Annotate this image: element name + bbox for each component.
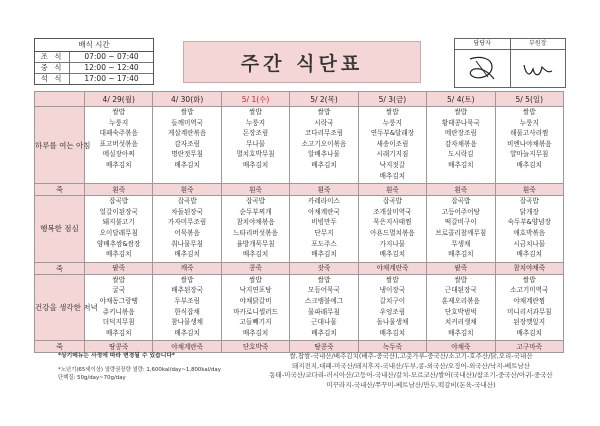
- approval-right-label: 부원장: [529, 40, 547, 47]
- porridge-item: 단호박죽: [221, 341, 289, 353]
- menu-item: 낙지연포탕: [239, 286, 272, 295]
- meal-time-title: 배식 시간: [35, 39, 153, 52]
- meal-time-label: 조 식: [35, 52, 70, 62]
- date-header: 5/ 3(금): [358, 92, 426, 107]
- day-menu-cell: [221, 274, 289, 341]
- menu-item: 가자미무조림: [168, 218, 207, 227]
- menu-item: 쌀밥: [522, 108, 536, 116]
- porridge-item: 땅콩죽: [85, 341, 153, 353]
- notes-left: [58, 352, 258, 382]
- menu-item: 멸치호박무침: [236, 150, 275, 159]
- menu-item: 참치야채볶음: [236, 218, 275, 227]
- day-menu-cell: [85, 107, 153, 184]
- menu-item: 조개살미역국: [373, 207, 412, 216]
- menu-item: 한식잡채: [174, 307, 200, 316]
- menu-item: 닭개장: [519, 207, 539, 216]
- day-menu-cell: [427, 196, 495, 263]
- porridge-item: 흰죽: [221, 184, 289, 196]
- menu-item: 단무지: [314, 228, 334, 237]
- date-header: 4/ 29(월): [85, 92, 153, 107]
- menu-item: 된장깻잎지: [513, 318, 546, 327]
- day-menu-cell: [153, 274, 221, 341]
- menu-item: 쌀밥: [180, 275, 194, 284]
- menu-item: 배추김치: [174, 328, 200, 337]
- menu-item: 메실장아찌: [102, 150, 135, 159]
- menu-item: 스크램블에그: [304, 296, 344, 305]
- porridge-item: 야채계란죽: [153, 341, 221, 353]
- signature-right: [511, 50, 566, 87]
- day-menu-cell: [495, 274, 563, 341]
- menu-item: 배추김치: [448, 160, 474, 169]
- menu-item: 잡곡밥: [519, 197, 539, 206]
- menu-item: 얄마늘지무침: [510, 150, 549, 159]
- menu-item: 표고버섯볶음: [99, 139, 138, 148]
- menu-item: 쌀밥: [249, 275, 262, 284]
- porridge-item: 참치야채죽: [495, 262, 563, 274]
- menu-item: 명란젓무침: [171, 150, 204, 159]
- menu-item: 황태콩나묵국: [441, 118, 480, 127]
- menu-item: 야채닭갈비: [239, 296, 272, 305]
- menu-item: 배추김치: [311, 328, 337, 337]
- porridge-item: 흰죽: [290, 184, 358, 196]
- menu-item: 취나물무침: [171, 239, 204, 248]
- menu-item: 배추김치: [516, 328, 542, 337]
- menu-item: 비빔만두: [311, 218, 337, 227]
- menu-item: 더덕지무침: [102, 318, 135, 327]
- day-menu-cell: [358, 107, 426, 184]
- meal-section-row: [35, 274, 564, 341]
- meal-time-row-breakfast: [35, 52, 153, 63]
- porridge-label: 죽: [35, 341, 85, 353]
- menu-item: 알배추나물: [308, 150, 340, 159]
- menu-item: 모듬어묵국: [308, 286, 340, 295]
- menu-item: 누룽지: [246, 118, 266, 127]
- menu-item: 시금치나물: [513, 239, 546, 248]
- menu-item: 감자채볶음: [444, 139, 477, 148]
- menu-item: 배추김치: [242, 160, 269, 169]
- menu-item: 묵은지사태찜: [373, 218, 412, 227]
- porridge-item: 흰죽: [85, 184, 153, 196]
- menu-item: 쌀밥: [454, 108, 468, 116]
- day-menu-cell: [153, 107, 221, 184]
- menu-item: 배추김치: [516, 160, 542, 169]
- menu-item: 메란장조림: [444, 129, 477, 138]
- menu-item: 배추김치: [448, 328, 474, 337]
- origin-notes: [246, 352, 576, 390]
- meal-time-row-lunch: [35, 63, 153, 74]
- menu-item: 비엔나야채볶음: [506, 139, 552, 148]
- menu-item: 배추김치: [105, 160, 132, 169]
- meal-time-value: 07:00 ~ 07:40: [84, 51, 139, 61]
- porridge-item: 야채죽: [427, 341, 495, 353]
- menu-item: 배추김치: [448, 250, 474, 259]
- menu-item: 배추김치: [516, 250, 542, 259]
- menu-item: 차돌된장국: [171, 207, 204, 216]
- menu-item: 배추김치: [242, 328, 269, 337]
- menu-item: 배추김치: [174, 250, 200, 259]
- meal-section-label: 하루를 여는 아침: [35, 107, 85, 184]
- menu-item: 쌀밥: [317, 108, 331, 116]
- menu-item: 근대나물: [311, 318, 337, 327]
- menu-item: 코다리무조림: [304, 129, 344, 138]
- menu-item: 고들빼기지: [239, 318, 272, 327]
- menu-item: 포도주스: [311, 239, 337, 248]
- menu-item: 양배추쌈&쌈장: [97, 239, 141, 248]
- menu-item: 잡곡밥: [382, 197, 402, 206]
- menu-item: 쌀밥: [249, 108, 262, 116]
- porridge-row: [35, 184, 564, 196]
- menu-item: 연두부&달래장: [370, 129, 415, 138]
- menu-item: 무나물: [246, 139, 266, 148]
- porridge-item: 팥죽: [427, 262, 495, 274]
- approval-left-label: 담당자: [455, 39, 511, 49]
- day-menu-cell: [290, 196, 358, 263]
- approval-box: [454, 38, 566, 88]
- menu-item: 누룽지: [109, 118, 129, 127]
- menu-item: 굴국: [112, 286, 126, 295]
- menu-item: 누룽지: [382, 118, 402, 127]
- porridge-item: 땅콩죽: [290, 341, 358, 353]
- menu-item: 잡곡밥: [246, 197, 266, 206]
- menu-item: 배추된장국: [171, 286, 204, 295]
- menu-item: 우엉조림: [379, 307, 406, 316]
- menu-item: 야채계란찜: [513, 296, 546, 305]
- menu-item: 얼갈이된장국: [99, 207, 138, 216]
- porridge-item: 흰죽: [358, 184, 426, 196]
- porridge-item: 흰죽: [427, 184, 495, 196]
- meal-time-table: [34, 38, 154, 85]
- menu-item: 돈장조림: [242, 129, 269, 138]
- calorie-note: *노년기(65세이상) 열량권장량 열량: 1,600kal/day~1,800kal/day: [58, 367, 221, 373]
- menu-item: 냉이장국: [379, 286, 406, 295]
- menu-item: 쌀밥: [317, 275, 331, 284]
- menu-item: 쥬키니볶음: [102, 307, 135, 316]
- menu-item: 해물고사리찜: [510, 129, 549, 138]
- menu-item: 쌀밥: [112, 275, 126, 284]
- day-menu-cell: [495, 196, 563, 263]
- porridge-label: 죽: [35, 262, 85, 274]
- menu-item: 배추김치: [379, 171, 406, 180]
- origin-line: 돼지전지,대패-미국산/돼지후지-국내산/두부,콩-외국산/오징어-외국산/낙지-베트남산: [291, 361, 531, 370]
- day-menu-cell: [427, 107, 495, 184]
- menu-item: 소고기오이볶음: [301, 139, 347, 148]
- day-menu-cell: [358, 196, 426, 263]
- day-menu-cell: [290, 107, 358, 184]
- meal-section-row: [35, 196, 564, 263]
- day-menu-cell: [221, 107, 289, 184]
- date-header: 5/ 2(목): [290, 92, 358, 107]
- menu-item: 가지나물: [379, 239, 406, 248]
- origin-line: 미꾸라지-국내산/쭈꾸미-베트남산/만두,떡갈비(돈육-국내산): [326, 380, 496, 389]
- meal-time-value: 17:00 ~ 17:40: [84, 73, 139, 83]
- menu-item: 애호박볶음: [513, 228, 546, 237]
- menu-item: 물파래무침: [308, 307, 340, 316]
- menu-item: 카레라이스: [308, 197, 340, 206]
- menu-item: 아채계란국: [308, 207, 340, 216]
- date-header: 5/ 1(수): [221, 92, 289, 107]
- porridge-item: 흰죽: [495, 184, 563, 196]
- menu-item: 순두부찌개: [239, 207, 272, 216]
- menu-item: 고등어주어탕: [441, 207, 480, 216]
- menu-item: 참나물생채: [171, 318, 204, 327]
- date-header-row: [35, 92, 564, 107]
- meal-time-label: 중 식: [35, 63, 70, 73]
- menu-item: 게살계란볶음: [168, 129, 207, 138]
- menu-item: 마카로니샐러드: [233, 307, 278, 316]
- menu-item: 잡곡밥: [109, 197, 129, 206]
- menu-item: 배추김치: [242, 250, 269, 259]
- menu-item: 율방개묵무침: [236, 239, 275, 248]
- signature-right-icon: [518, 53, 558, 85]
- menu-item: 배추김치: [105, 250, 132, 259]
- porridge-row: [35, 262, 564, 274]
- menu-item: 단호박범벅: [444, 307, 477, 316]
- menu-item: 배추김치: [379, 250, 406, 259]
- page-title: 주간 식단표: [183, 41, 421, 83]
- signature-left-icon: [462, 53, 502, 85]
- menu-item: 소고기미역국: [510, 286, 549, 295]
- menu-item: 어묵볶음: [174, 228, 200, 237]
- menu-item: 숙두부&양념장: [507, 218, 551, 227]
- porridge-item: 녹두죽: [358, 341, 426, 353]
- protein-note: 단백질: 50g/day~70g/day: [58, 375, 126, 381]
- menu-item: 근대된장국: [444, 286, 477, 295]
- day-menu-cell: [290, 274, 358, 341]
- menu-item: 새송이조림: [376, 139, 409, 148]
- menu-item: 낙지젓갈: [379, 160, 406, 169]
- menu-item: 배추김치: [311, 250, 337, 259]
- menu-item: 쌀밥: [112, 108, 126, 116]
- meal-time-value: 12:00 ~ 12:40: [84, 62, 139, 72]
- menu-item: 갈치구이: [379, 296, 406, 305]
- porridge-item: 팥죽: [85, 262, 153, 274]
- meal-section-label: 건강을 생각한 저녁: [35, 274, 85, 341]
- meal-section-label: 행복한 점심: [35, 196, 85, 263]
- menu-item: 아욘드멸치볶음: [370, 228, 415, 237]
- day-menu-cell: [358, 274, 426, 341]
- menu-item: 브로콜리참깨무침: [435, 228, 487, 237]
- menu-item: 시락국: [314, 118, 334, 127]
- date-header: 4/ 30(화): [153, 92, 221, 107]
- menu-item: 야채동그랑땡: [99, 296, 138, 305]
- menu-item: 훈제오리볶음: [441, 296, 480, 305]
- menu-item: 오이달래무침: [99, 228, 138, 237]
- menu-item: 돌나물생채: [376, 318, 409, 327]
- origin-line: 쌀,찹쌀-국내산/배추김치(배추-중국산),고춧가루-중국산/소고기-호주산/닭,오리-국내산: [289, 352, 533, 360]
- day-menu-cell: [495, 107, 563, 184]
- porridge-item: 잣죽: [290, 262, 358, 274]
- menu-item: 쌀밥: [386, 275, 399, 284]
- menu-item: 잡곡밥: [177, 197, 197, 206]
- header-corner: [35, 92, 85, 107]
- change-warning: *상기메뉴는 사정에 따라 변경될 수 있습니다*: [58, 353, 175, 359]
- meal-section-row: [35, 107, 564, 184]
- menu-item: 배추김치: [174, 160, 200, 169]
- menu-item: 느타리버섯볶음: [233, 228, 278, 237]
- menu-item: 치커리생채: [444, 318, 477, 327]
- porridge-item: 고구마죽: [495, 341, 563, 353]
- porridge-item: 야채계란죽: [358, 262, 426, 274]
- menu-item: 쌀밥: [522, 275, 536, 284]
- day-menu-cell: [85, 196, 153, 263]
- menu-item: 시래기지짐: [376, 150, 409, 159]
- meal-time-label: 석 식: [35, 74, 70, 84]
- menu-item: 잡곡밥: [451, 197, 471, 206]
- porridge-item: 흰죽: [153, 184, 221, 196]
- menu-item: 배추김치: [311, 160, 337, 169]
- menu-item: 미니리서과무침: [506, 307, 552, 316]
- porridge-item: 콩죽: [221, 262, 289, 274]
- meal-time-row-dinner: [35, 74, 153, 84]
- porridge-label: 죽: [35, 184, 85, 196]
- menu-item: 누룽지: [519, 118, 539, 127]
- menu-item: 돼지불고기: [102, 218, 135, 227]
- menu-item: 무생채: [451, 239, 471, 248]
- menu-item: 쌀밥: [180, 108, 194, 116]
- date-header: 5/ 4(토): [427, 92, 495, 107]
- signature-left: [455, 50, 511, 87]
- menu-item: 쌀밥: [454, 275, 468, 284]
- date-header: 5/ 5(일): [495, 92, 563, 107]
- menu-item: 도시락김: [448, 150, 474, 159]
- menu-item: 들깨미역국: [171, 118, 204, 127]
- day-menu-cell: [153, 196, 221, 263]
- menu-item: 배추김치: [379, 328, 406, 337]
- weekly-menu-table: [34, 91, 564, 353]
- origin-line: 동태-미국산/코다리-러시아산/고등어-국내산/갈치-모르코산/쌀어(국내산)/참조기-중국산/아귀-중국산: [269, 371, 553, 380]
- day-menu-cell: [221, 196, 289, 263]
- menu-item: 감자조림: [174, 139, 200, 148]
- porridge-item: 깨죽: [153, 262, 221, 274]
- menu-item: 두부조림: [174, 296, 200, 305]
- menu-item: 쌀밥: [386, 108, 399, 116]
- menu-item: 대패숙주볶음: [99, 129, 138, 138]
- menu-item: 배추김치: [105, 328, 132, 337]
- day-menu-cell: [427, 274, 495, 341]
- menu-item: 떡갈비구이: [444, 218, 477, 227]
